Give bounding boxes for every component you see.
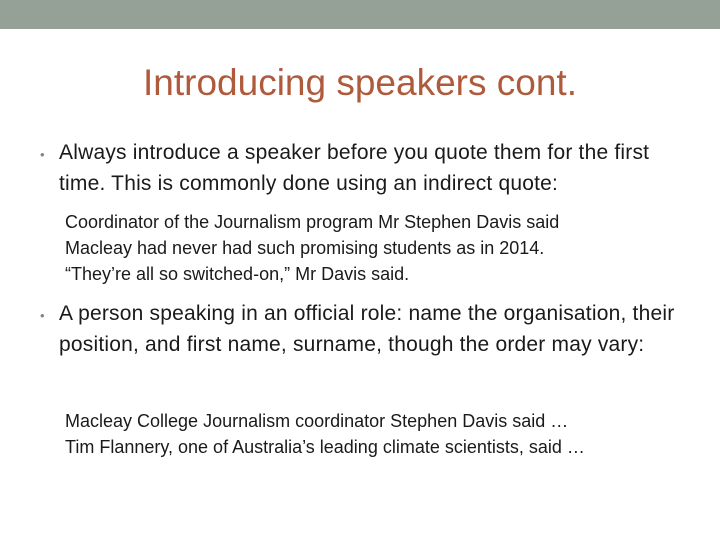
bullet-item-2 xyxy=(40,298,700,360)
bullet-dot-icon: • xyxy=(40,308,45,323)
example-quote-block-2 xyxy=(65,408,705,460)
bullet-text-2: A person speaking in an official role: name the organisation, their position, and first name, surname, though the order may vary: xyxy=(59,302,675,356)
example-quote-block-1 xyxy=(65,209,705,287)
example-line: Tim Flannery, one of Australia’s leading climate scientists, said … xyxy=(65,437,585,457)
example-line: Macleay had never had such promising students as in 2014. xyxy=(65,238,545,258)
bullet-dot-icon: • xyxy=(40,147,45,162)
top-accent-bar xyxy=(0,0,720,29)
slide-title: Introducing speakers cont. xyxy=(143,62,577,103)
example-line: “They’re all so switched-on,” Mr Davis said. xyxy=(65,264,410,284)
bullet-item-1 xyxy=(40,137,700,199)
example-line: Coordinator of the Journalism program Mr Stephen Davis said xyxy=(65,212,560,232)
example-line: Macleay College Journalism coordinator Stephen Davis said … xyxy=(65,411,569,431)
bullet-text-1: Always introduce a speaker before you quote them for the first time. This is commonly done using an indirect quote: xyxy=(59,141,650,195)
